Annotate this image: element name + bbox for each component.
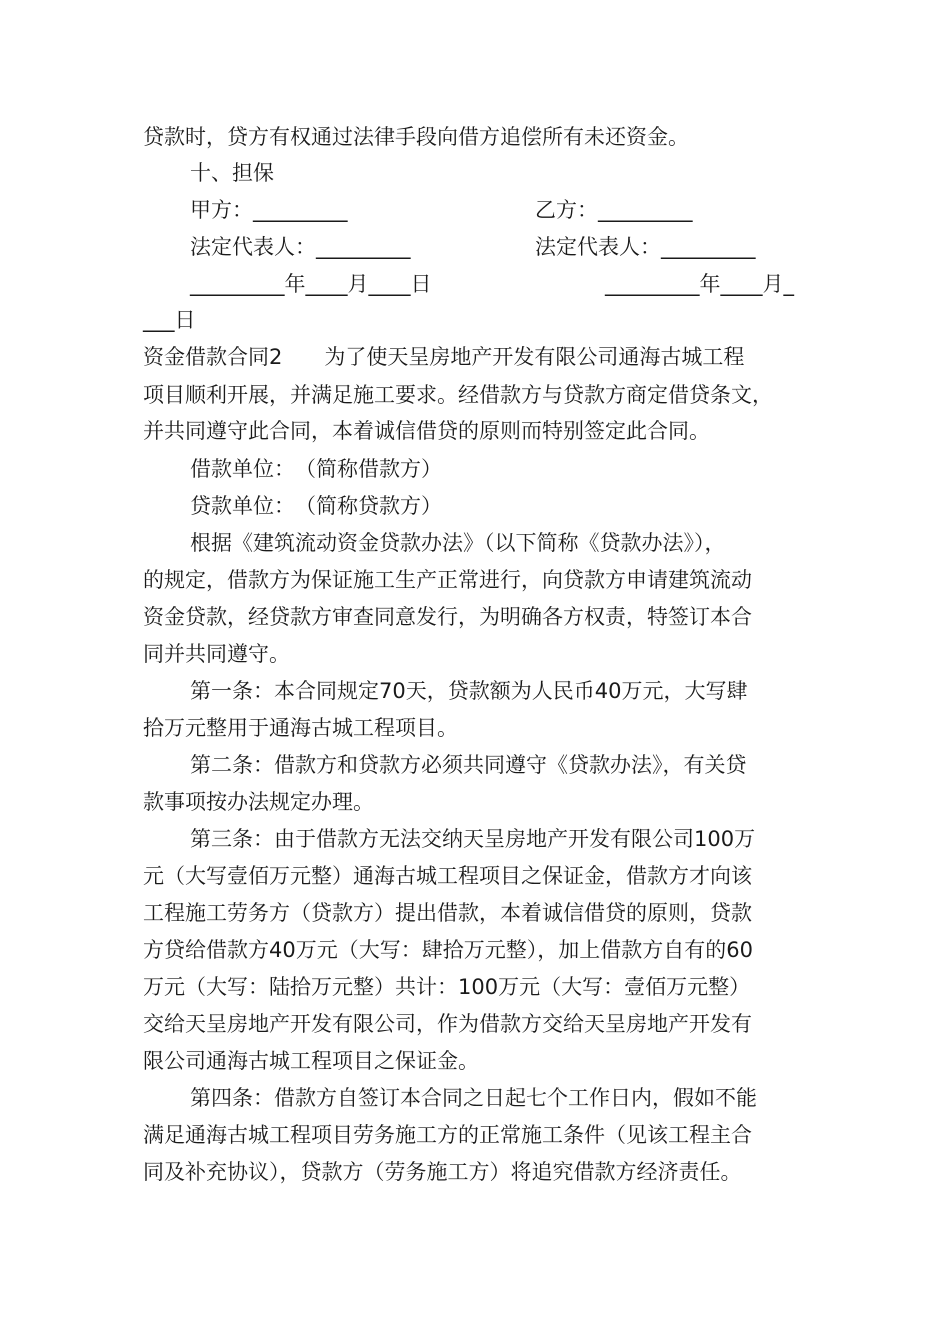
legal-rep-a-field: 法定代表人：_________ bbox=[190, 235, 411, 259]
contract-title-line: 资金借款合同2 为了使天呈房地产开发有限公司通海古城工程 bbox=[143, 345, 745, 369]
text-line: 的规定，借款方为保证施工生产正常进行，向贷款方申请建筑流动 bbox=[143, 568, 752, 592]
borrower-unit: 借款单位： （简称借款方） bbox=[190, 457, 442, 481]
lender-unit: 贷款单位： （简称贷款方） bbox=[190, 494, 442, 518]
text-line: 项目顺利开展，并满足施工要求。经借款方与贷款方商定借贷条文， bbox=[143, 383, 773, 407]
text-line: 工程施工劳务方（贷款方）提出借款，本着诚信借贷的原则，贷款 bbox=[143, 901, 752, 925]
text-line: 贷款时，贷方有权通过法律手段向借方追偿所有未还资金。 bbox=[143, 125, 689, 149]
text-line: 方贷给借款方40万元（大写：肆拾万元整），加上借款方自有的60 bbox=[143, 938, 753, 962]
article-1: 第一条：本合同规定70天，贷款额为人民币40万元，大写肆 bbox=[190, 679, 748, 703]
article-2: 第二条：借款方和贷款方必须共同遵守《贷款办法》，有关贷 bbox=[190, 753, 747, 777]
party-b-field: 乙方：_________ bbox=[535, 198, 693, 222]
date-b-field: _________年____月_ bbox=[605, 272, 794, 296]
text-line: 满足通海古城工程项目劳务施工方的正常施工条件（见该工程主合 bbox=[143, 1123, 752, 1147]
date-a-field: _________年____月____日 bbox=[190, 272, 432, 296]
text-line: 并共同遵守此合同，本着诚信借贷的原则而特别签定此合同。 bbox=[143, 419, 710, 443]
text-line: 万元（大写：陆拾万元整）共计：100万元（大写：壹佰万元整） bbox=[143, 975, 751, 999]
text-line: 同及补充协议），贷款方（劳务施工方）将追究借款方经济责任。 bbox=[143, 1160, 742, 1184]
article-3: 第三条：由于借款方无法交纳天呈房地产开发有限公司100万 bbox=[190, 827, 756, 851]
party-a-field: 甲方：_________ bbox=[190, 198, 348, 222]
text-line: 根据《建筑流动资金贷款办法》（以下简称《贷款办法》）， bbox=[190, 531, 726, 555]
text-line: 同并共同遵守。 bbox=[143, 642, 290, 666]
text-line: 资金贷款，经贷款方审查同意发行，为明确各方权责，特签订本合 bbox=[143, 605, 752, 629]
legal-rep-b-field: 法定代表人：_________ bbox=[535, 235, 756, 259]
article-4: 第四条：借款方自签订本合同之日起七个工作日内，假如不能 bbox=[190, 1086, 757, 1110]
section-heading: 十、担保 bbox=[190, 161, 274, 185]
text-line: 款事项按办法规定办理。 bbox=[143, 790, 374, 814]
text-line: 元（大写壹佰万元整）通海古城工程项目之保证金，借款方才向该 bbox=[143, 864, 752, 888]
text-line: ___日 bbox=[143, 308, 196, 332]
text-line: 交给天呈房地产开发有限公司，作为借款方交给天呈房地产开发有 bbox=[143, 1012, 752, 1036]
text-line: 限公司通海古城工程项目之保证金。 bbox=[143, 1049, 479, 1073]
text-line: 拾万元整用于通海古城工程项目。 bbox=[143, 716, 458, 740]
